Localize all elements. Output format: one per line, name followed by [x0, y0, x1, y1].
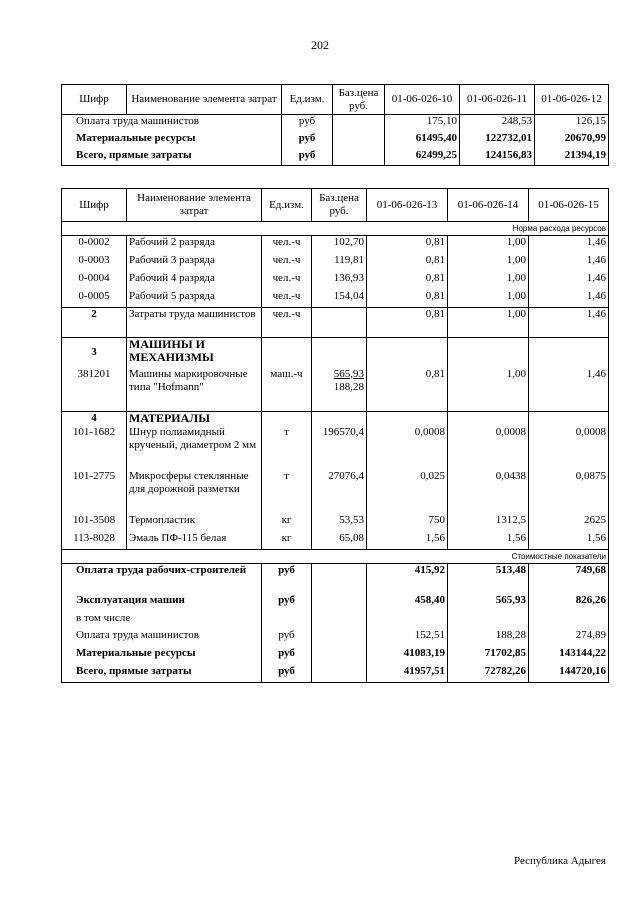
- row-unit: т: [262, 426, 312, 470]
- row-value: 0,0008: [448, 426, 529, 470]
- row-value: 122732,01: [460, 132, 535, 149]
- section-header-4: [62, 412, 609, 426]
- section-code: 2: [62, 308, 127, 338]
- section-code: 4: [62, 412, 127, 426]
- row-value: 20670,99: [535, 132, 609, 149]
- row-name: Эмаль ПФ-115 белая: [127, 532, 262, 550]
- row-unit: чел.-ч: [262, 308, 312, 338]
- row-code: 0-0004: [62, 272, 127, 290]
- row-code: 113-8028: [62, 532, 127, 550]
- table-row: [62, 470, 609, 514]
- row-price: 27076,4: [312, 470, 367, 514]
- row-unit: чел.-ч: [262, 290, 312, 308]
- row-price: 102,70: [312, 236, 367, 254]
- header-name: Наименование элемента затрат: [127, 189, 262, 222]
- table-row: [62, 132, 609, 149]
- row-price: 565,93: [333, 367, 364, 380]
- row-value: 1,46: [529, 236, 609, 254]
- row-value: 0,81: [367, 308, 448, 338]
- row-value: 0,0008: [367, 426, 448, 470]
- row-value: 1,56: [367, 532, 448, 550]
- total-value: 749,68: [529, 564, 609, 594]
- table-row: [62, 254, 609, 272]
- total-name: Оплата труда машинистов: [62, 629, 262, 647]
- row-name: Всего, прямые затраты: [62, 149, 282, 166]
- row-unit: чел.-ч: [262, 236, 312, 254]
- footer-region: Республика Адыгея: [513, 855, 606, 867]
- header-code: Шифр: [62, 85, 127, 115]
- row-value: 0,0875: [529, 470, 609, 514]
- row-price: 136,93: [312, 272, 367, 290]
- total-value: 41957,51: [367, 665, 448, 683]
- section-code: 3: [62, 338, 127, 368]
- row-unit: т: [262, 470, 312, 514]
- total-unit: руб: [262, 564, 312, 594]
- row-name: Рабочий 5 разряда: [127, 290, 262, 308]
- table-row: [62, 368, 609, 412]
- row-name: Рабочий 4 разряда: [127, 272, 262, 290]
- row-price: 53,53: [312, 514, 367, 532]
- row-value: 1,46: [529, 290, 609, 308]
- row-unit: чел.-ч: [262, 272, 312, 290]
- total-value: 72782,26: [448, 665, 529, 683]
- row-unit: руб: [282, 115, 333, 132]
- row-price-secondary: 188,28: [333, 380, 364, 393]
- row-value: 0,81: [367, 272, 448, 290]
- row-value: 1,00: [448, 236, 529, 254]
- row-value: 2625: [529, 514, 609, 532]
- table-row: [62, 532, 609, 550]
- row-unit: чел.-ч: [262, 254, 312, 272]
- row-value: 248,53: [460, 115, 535, 132]
- row-unit: руб: [282, 149, 333, 166]
- table-header-row: [62, 85, 609, 115]
- total-unit: руб: [262, 629, 312, 647]
- table-row: [62, 236, 609, 254]
- row-name: Шнур полиамидный крученый, диаметром 2 мм: [127, 426, 262, 470]
- header-unit: Ед.изм.: [262, 189, 312, 222]
- header-name: Наименование элемента затрат: [127, 85, 282, 115]
- total-value: 565,93: [448, 594, 529, 612]
- row-name: Рабочий 3 разряда: [127, 254, 262, 272]
- row-code: 0-0002: [62, 236, 127, 254]
- total-value: 274,89: [529, 629, 609, 647]
- total-value: 415,92: [367, 564, 448, 594]
- row-value: 124156,83: [460, 149, 535, 166]
- row-price: 196570,4: [312, 426, 367, 470]
- row-name: Микросферы стеклянные для дорожной разметки: [127, 470, 262, 514]
- table-row: [62, 290, 609, 308]
- header-col1: 01-06-026-10: [385, 85, 460, 115]
- total-value: 143144,22: [529, 647, 609, 665]
- row-value: 1,00: [448, 368, 529, 412]
- row-name: Рабочий 2 разряда: [127, 236, 262, 254]
- header-col3: 01-06-026-12: [535, 85, 609, 115]
- row-name: Машины маркировочные типа "Hofmann": [127, 368, 262, 412]
- header-base-price: Баз.цена руб.: [333, 85, 385, 115]
- row-code: 0-0005: [62, 290, 127, 308]
- total-value: 71702,85: [448, 647, 529, 665]
- total-row: [62, 629, 609, 647]
- section-header-3: [62, 338, 609, 368]
- total-unit: руб: [262, 665, 312, 683]
- row-value: 1,56: [448, 532, 529, 550]
- row-value: 126,15: [535, 115, 609, 132]
- row-value: 61495,40: [385, 132, 460, 149]
- total-row: [62, 564, 609, 594]
- row-name: Термопластик: [127, 514, 262, 532]
- header-base-price: Баз.цена руб.: [312, 189, 367, 222]
- total-value: 152,51: [367, 629, 448, 647]
- row-value: 0,81: [367, 254, 448, 272]
- row-value: 750: [367, 514, 448, 532]
- section-row-2: [62, 308, 609, 338]
- header-col3: 01-06-026-15: [529, 189, 609, 222]
- row-value: 1,00: [448, 308, 529, 338]
- row-name: Оплата труда машинистов: [62, 115, 282, 132]
- total-name: Эксплуатация машин: [62, 594, 262, 612]
- row-unit: кг: [262, 514, 312, 532]
- row-price: 154,04: [312, 290, 367, 308]
- row-value: 0,0438: [448, 470, 529, 514]
- row-code: 0-0003: [62, 254, 127, 272]
- cost-table-2: [61, 188, 609, 683]
- table-row: [62, 426, 609, 470]
- total-row: [62, 594, 609, 612]
- row-value: 1312,5: [448, 514, 529, 532]
- row-value: 1,00: [448, 272, 529, 290]
- total-value: 458,40: [367, 594, 448, 612]
- total-value: 826,26: [529, 594, 609, 612]
- row-price: 65,08: [312, 532, 367, 550]
- row-value: 1,46: [529, 254, 609, 272]
- table-row: [62, 514, 609, 532]
- row-value: 0,81: [367, 368, 448, 412]
- row-value: 1,46: [529, 272, 609, 290]
- row-code: 101-2775: [62, 470, 127, 514]
- total-unit: руб: [262, 647, 312, 665]
- page-number: 202: [311, 38, 329, 52]
- row-code: 101-3508: [62, 514, 127, 532]
- row-value: 0,81: [367, 290, 448, 308]
- total-name: Всего, прямые затраты: [62, 665, 262, 683]
- header-unit: Ед.изм.: [282, 85, 333, 115]
- row-value: 0,81: [367, 236, 448, 254]
- row-unit: руб: [282, 132, 333, 149]
- total-row: [62, 612, 609, 629]
- header-col2: 01-06-026-14: [448, 189, 529, 222]
- row-code: 101-1682: [62, 426, 127, 470]
- total-unit: руб: [262, 594, 312, 612]
- row-price: 119,81: [312, 254, 367, 272]
- row-unit: кг: [262, 532, 312, 550]
- cost-table-1: [61, 84, 609, 166]
- table-row: [62, 115, 609, 132]
- row-unit: маш.-ч: [262, 368, 312, 412]
- total-value: 188,28: [448, 629, 529, 647]
- header-col2: 01-06-026-11: [460, 85, 535, 115]
- row-value: 0,0008: [529, 426, 609, 470]
- row-value: 62499,25: [385, 149, 460, 166]
- total-name: Оплата труда рабочих-строителей: [62, 564, 262, 594]
- section-title: МАТЕРИАЛЫ: [127, 412, 262, 426]
- table-row: [62, 272, 609, 290]
- total-name: в том числе: [62, 612, 262, 629]
- cost-label: Стоимостные показатели: [62, 550, 609, 564]
- norm-label-row: [62, 222, 609, 236]
- total-value: 513,48: [448, 564, 529, 594]
- norm-label: Норма расхода ресурсов: [62, 222, 609, 236]
- total-row: [62, 665, 609, 683]
- total-name: Материальные ресурсы: [62, 647, 262, 665]
- row-value: 1,00: [448, 254, 529, 272]
- cost-label-row: [62, 550, 609, 564]
- header-code: Шифр: [62, 189, 127, 222]
- row-name: Затраты труда машинистов: [127, 308, 262, 338]
- row-value: 1,00: [448, 290, 529, 308]
- row-value: 1,56: [529, 532, 609, 550]
- table-header-row: [62, 189, 609, 222]
- row-value: 0,025: [367, 470, 448, 514]
- row-value: 175,10: [385, 115, 460, 132]
- total-value: 144720,16: [529, 665, 609, 683]
- header-col1: 01-06-026-13: [367, 189, 448, 222]
- row-value: 21394,19: [535, 149, 609, 166]
- row-name: Материальные ресурсы: [62, 132, 282, 149]
- table-row: [62, 149, 609, 166]
- total-row: [62, 647, 609, 665]
- row-value: 1,46: [529, 308, 609, 338]
- row-code: 381201: [62, 368, 127, 412]
- row-value: 1,46: [529, 368, 609, 412]
- total-value: 41083,19: [367, 647, 448, 665]
- section-title: МАШИНЫ И МЕХАНИЗМЫ: [127, 338, 262, 368]
